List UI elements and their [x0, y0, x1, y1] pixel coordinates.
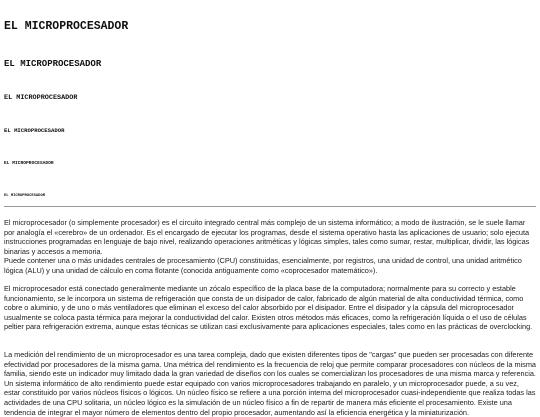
paragraph-definition: El microprocesador (o simplemente procesador) es el circuito integrado central más complejo de un sistema informático; a modo de ilustración, se le suele llamar por analogía el «cerebro» de un ordenador. Es el encargado de ejecutar los programas, desde el sistema operativo hasta las aplicaciones de usuario; solo ejecuta instrucciones programadas en lenguaje de bajo nivel, realizando operaciones aritméticas y lógicas simples, tales como sumar, restar, multiplicar, dividir, las lógicas binarias y accesos a memoria. [4, 218, 530, 256]
horizontal-rule [4, 206, 536, 207]
heading-level-1: EL MICROPROCESADOR [4, 20, 129, 33]
heading-level-6: EL MICROPROCESADOR [4, 194, 46, 198]
heading-level-5: EL MICROPROCESADOR [4, 161, 54, 166]
heading-level-2: EL MICROPROCESADOR [4, 59, 102, 69]
paragraph-performance: La medición del rendimiento de un microprocesador es una tarea compleja, dado que existen diferentes tipos de "cargas" que pueden ser procesadas con diferente efectividad por procesadores de la misma gama. Una métrica del rendimiento es la frecuencia de reloj que permite comparar procesadores con núcleos de la misma familia, siendo este un indicador muy limitado dada la gran variedad de diseños con los cuales se comercializan los procesadores de una misma marca y referencia. Un sistema informático de alto rendimiento puede estar equipado con varios microprocesadores trabajando en paralelo, y un microprocesador puede, a su vez, estar constituido por varios núcleos físicos o lógicos. Un núcleo físico se refiere a una porción interna del microprocesador cuasi-independiente que realiza todas las actividades de una CPU solitaria, un núcleo lógico es la simulación de un núcleo físico a fin de repartir de manera más eficiente el procesamiento. Existe una tendencia de integrar el mayor número de elementos dentro del propio procesador, aumentando así la eficiencia energética y la miniaturización. [4, 350, 536, 417]
heading-level-3: EL MICROPROCESADOR [4, 94, 78, 102]
paragraph-cooling: El microprocesador está conectado generalmente mediante un zócalo específico de la placa base de la computadora; normalmente para su correcto y estable funcionamiento, se le incorpora un sistema de refrigeración que consta de un disipador de calor, fabricado de algún material de alta conductividad térmica, como cobre o aluminio, y de uno o más ventiladores que eliminan el exceso del calor absorbido por el disipador. Entre el disipador y la cápsula del microprocesador usualmente se coloca pasta térmica para mejorar la conductividad del calor. Existen otros métodos más eficaces, como la refrigeración líquida o el uso de células peltier para refrigeración extrema, aunque estas técnicas se utilizan casi exclusivamente para aplicaciones especiales, tales como en las prácticas de overclocking. [4, 284, 533, 332]
heading-level-4: EL MICROPROCESADOR [4, 127, 65, 134]
paragraph-cpu-units: Puede contener una o más unidades centrales de procesamiento (CPU) constituidas, esencialmente, por registros, una unidad de control, una unidad aritmético lógica (ALU) y una unidad de cálculo en coma flotante (conocida antiguamente como «coprocesador matemático»). [4, 256, 522, 275]
